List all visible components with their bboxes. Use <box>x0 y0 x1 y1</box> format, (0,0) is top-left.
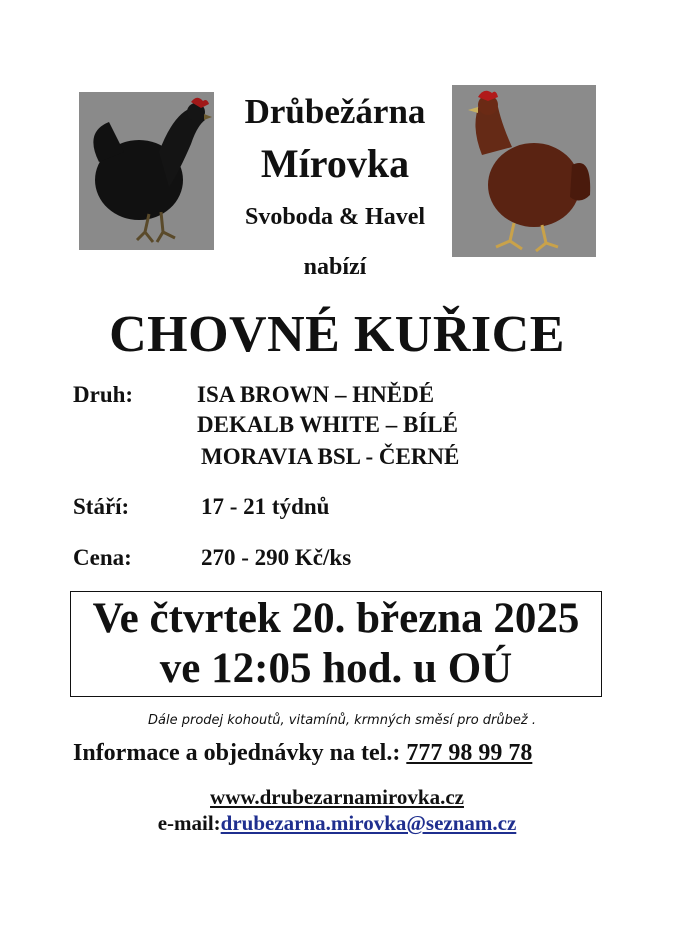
info-label: Informace a objednávky na tel.: <box>73 740 407 766</box>
email-line <box>0 810 674 836</box>
price-label: Cena: <box>73 545 132 570</box>
email-label: e-mail: <box>157 811 221 835</box>
headline: CHOVNÉ KUŘICE <box>109 306 565 363</box>
extra-note: Dále prodej kohoutů, vitamínů, krmných směsí pro drůbež . <box>148 713 536 728</box>
phone-number[interactable]: 777 98 99 78 <box>406 740 533 766</box>
breed-item-1: ISA BROWN – HNĚDÉ <box>197 382 435 407</box>
event-box <box>70 591 602 697</box>
price-value: 270 - 290 Kč/ks <box>201 545 352 570</box>
breed-item-3: MORAVIA BSL - ČERNÉ <box>201 444 460 469</box>
age-value: 17 - 21 týdnů <box>201 494 330 519</box>
offers-text: nabízí <box>303 254 367 280</box>
breed-item-2: DEKALB WHITE – BÍLÉ <box>197 412 458 437</box>
contact-info <box>73 738 532 768</box>
age-label: Stáří: <box>73 494 130 519</box>
event-time-place: ve 12:05 hod. u OÚ <box>159 645 513 692</box>
event-date: Ve čtvrtek 20. března 2025 <box>92 595 580 642</box>
company-name-line1: Drůbežárna <box>244 92 426 131</box>
breed-label: Druh: <box>73 382 134 407</box>
company-owners: Svoboda & Havel <box>244 204 426 230</box>
company-name-line2: Mírovka <box>260 141 410 186</box>
email-link[interactable]: drubezarna.mirovka@seznam.cz <box>220 811 517 835</box>
website-link[interactable]: www.drubezarnamirovka.cz <box>210 785 464 809</box>
